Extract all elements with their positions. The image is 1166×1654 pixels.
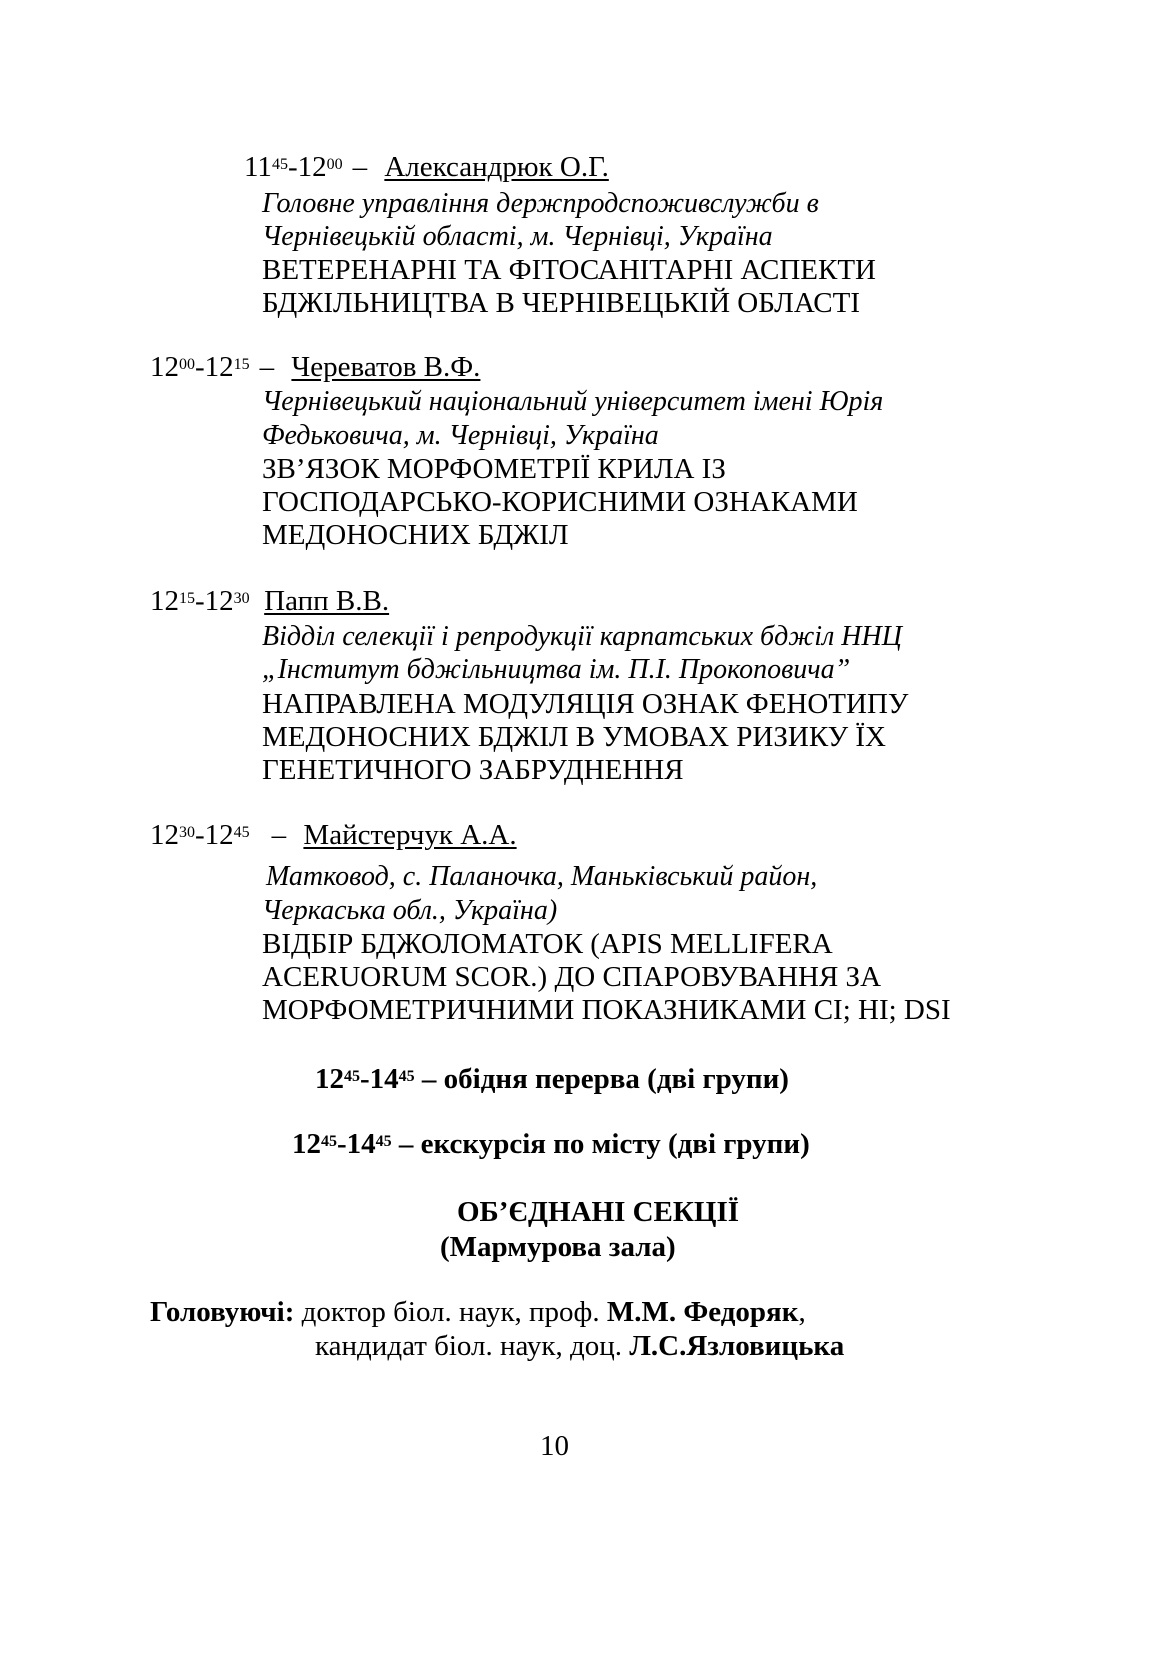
- talk-3-start: 12: [150, 585, 179, 617]
- chairs-line-1: [150, 1295, 806, 1329]
- lunch-start: 12: [315, 1063, 344, 1095]
- talk-4-header: $12^{30}-12^{45}$ – Майстерчук А.А.: [150, 819, 517, 851]
- talk-4-title-3: МОРФОМЕТРИЧНИМИ ПОКАЗНИКАМИ СІ; НІ; DSI: [262, 994, 951, 1026]
- talk-3-title-2: МЕДОНОСНИХ БДЖІЛ В УМОВАХ РИЗИКУ ЇХ: [262, 721, 886, 753]
- talk-2-start-min: 00: [179, 356, 195, 373]
- page-number: 10: [540, 1430, 569, 1462]
- talk-3-title-3: ГЕНЕТИЧНОГО ЗАБРУДНЕННЯ: [262, 754, 684, 786]
- talk-2-speaker: Череватов В.Ф.: [291, 351, 481, 383]
- excursion-start: 12: [292, 1128, 321, 1160]
- talk-4-start-min: 30: [179, 824, 195, 841]
- talk-4-speaker: Майстерчук А.А.: [303, 819, 517, 851]
- excursion-end-min: 45: [375, 1133, 392, 1150]
- talk-1-affiliation-1: Головне управління держпродспоживслужби в: [262, 188, 819, 219]
- lunch-start-min: 45: [344, 1068, 360, 1085]
- talk-3-speaker: Папп В.В.: [264, 585, 390, 617]
- talk-1-start-min: 45: [271, 156, 288, 173]
- talk-2-start: 12: [150, 351, 179, 383]
- talk-4-title-1: ВІДБІР БДЖОЛОМАТОК (APIS MELLIFERA: [262, 928, 833, 960]
- excursion-end: 14: [346, 1128, 376, 1160]
- excursion-text: – екскурсія по місту (дві групи): [391, 1128, 810, 1160]
- excursion-break: $12^{45}-14^{45}$ – екскурсія по місту (дві групи): [292, 1128, 810, 1160]
- talk-3-affiliation-2: „Інститут бджільництва ім. П.І. Прокоповича”: [262, 654, 851, 685]
- talk-1-title-1: ВЕТЕРЕНАРНІ ТА ФІТОСАНІТАРНІ АСПЕКТИ: [262, 254, 876, 286]
- talk-3-affiliation-1: Відділ селекції і репродукції карпатських бджіл ННЦ: [262, 621, 902, 652]
- talk-2-affiliation-2: Федьковича, м. Чернівці, Україна: [262, 420, 659, 451]
- chairs-label: Головуючі:: [150, 1296, 295, 1328]
- talk-1-start: 11: [244, 151, 272, 183]
- talk-4-start: 12: [150, 819, 179, 851]
- talk-4-dash: –: [271, 819, 287, 851]
- excursion-start-min: 45: [321, 1133, 337, 1150]
- section-venue: (Мармурова зала): [440, 1231, 676, 1263]
- chair-2-degree: кандидат біол. наук, доц.: [315, 1330, 630, 1362]
- chair-1-comma: ,: [798, 1296, 806, 1328]
- talk-1-dash: –: [352, 151, 368, 183]
- talk-1-affiliation-2: Чернівецькій області, м. Чернівці, Україна: [262, 221, 773, 252]
- talk-1-speaker: Александрюк О.Г.: [384, 151, 609, 183]
- talk-3-title-1: НАПРАВЛЕНА МОДУЛЯЦІЯ ОЗНАК ФЕНОТИПУ: [262, 688, 909, 720]
- lunch-break: $12^{45}-14^{45}$ – обідня перерва (дві групи): [315, 1063, 789, 1095]
- talk-3-end-min: 30: [233, 590, 250, 607]
- talk-2-end: 12: [204, 351, 234, 383]
- talk-4-end: 12: [204, 819, 234, 851]
- talk-2-title-3: МЕДОНОСНИХ БДЖІЛ: [262, 519, 569, 551]
- talk-1-end: 12: [297, 151, 327, 183]
- chair-1-degree: доктор біол. наук, проф.: [294, 1296, 607, 1328]
- chair-2-name: Л.С.Язловицька: [629, 1330, 845, 1362]
- talk-3-header: $12^{15}-12^{30}$ Папп В.В.: [150, 585, 390, 617]
- section-title: ОБ’ЄДНАНІ СЕКЦІЇ: [457, 1196, 740, 1228]
- talk-2-header: $12^{00}-12^{15}$ – Череватов В.Ф.: [150, 351, 481, 383]
- lunch-text: – обідня перерва (дві групи): [414, 1063, 789, 1095]
- talk-2-title-1: ЗВ’ЯЗОК МОРФОМЕТРІЇ КРИЛА ІЗ: [262, 453, 726, 485]
- talk-2-title-2: ГОСПОДАРСЬКО-КОРИСНИМИ ОЗНАКАМИ: [262, 486, 858, 518]
- talk-1-header: $11^{45}-12^{00}$ – Александрюк О.Г.: [244, 151, 609, 183]
- talk-2-end-min: 15: [233, 356, 250, 373]
- talk-3-start-min: 15: [179, 590, 195, 607]
- lunch-end-min: 45: [398, 1068, 415, 1085]
- talk-4-end-min: 45: [233, 824, 250, 841]
- talk-4-affiliation-2: Черкаська обл., Україна): [262, 895, 558, 926]
- talk-4-affiliation-1: Матковод, с. Паланочка, Маньківський район,: [266, 861, 818, 892]
- chair-1-name: М.М. Федоряк: [606, 1296, 799, 1328]
- talk-4-title-2: ACERUORUM SCOR.) ДО СПАРОВУВАННЯ ЗА: [262, 961, 882, 993]
- talk-3-end: 12: [204, 585, 234, 617]
- lunch-end: 14: [369, 1063, 399, 1095]
- talk-2-dash: –: [259, 351, 275, 383]
- talk-1-end-min: 00: [326, 156, 343, 173]
- chairs-line-2: [315, 1329, 844, 1363]
- talk-1-title-2: БДЖІЛЬНИЦТВА В ЧЕРНІВЕЦЬКІЙ ОБЛАСТІ: [262, 287, 861, 319]
- talk-2-affiliation-1: Чернівецький національний університет імені Юрія: [262, 386, 884, 417]
